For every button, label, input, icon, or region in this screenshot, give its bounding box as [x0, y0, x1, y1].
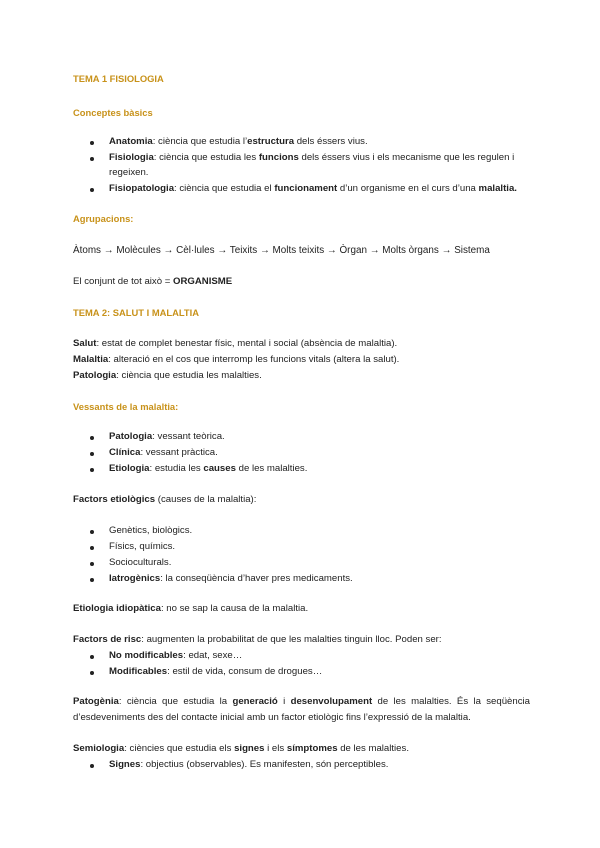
factors-heading: Factors etiològics (causes de la malaltia):: [73, 494, 257, 505]
def-patologia: Patologia: ciència que estudia les malalties.: [73, 370, 262, 381]
list-item-clinica: Clínica: vessant pràctica.: [109, 447, 218, 458]
list-item-modificables: Modificables: estil de vida, consum de drogues…: [109, 666, 323, 677]
list-item-patologia: Patologia: vessant teòrica.: [109, 431, 225, 442]
agrupacions-heading: Agrupacions:: [73, 213, 134, 224]
patogenia-line: Patogènia: ciència que estudia la generació i desenvolupament de les malalties. És la seqüència: [73, 696, 530, 707]
bullet-icon: [90, 141, 94, 145]
bullet-icon: [90, 764, 94, 768]
list-item-anatomia: Anatomia: ciència que estudia l’estructura dels éssers vius.: [109, 136, 368, 147]
bullet-icon: [90, 578, 94, 582]
list-item-genetics: Genètics, biològics.: [109, 525, 193, 536]
list-item-iatrogenics: Iatrogènics: la conseqüència d’haver pres medicaments.: [109, 573, 353, 584]
list-item-fisics: Físics, químics.: [109, 541, 176, 552]
bullet-icon: [90, 452, 94, 456]
tema1-title: TEMA 1 FISIOLOGIA: [73, 73, 164, 84]
def-malaltia: Malaltia: alteració en el cos que interromp les funcions vitals (altera la salut).: [73, 354, 400, 365]
list-item-signes: Signes: objectius (observables). Es manifesten, són perceptibles.: [109, 759, 389, 770]
idiopatica-line: Etiologia idiopàtica: no se sap la causa de la malaltia.: [73, 603, 309, 614]
bullet-icon: [90, 468, 94, 472]
bullet-icon: [90, 530, 94, 534]
bullet-icon: [90, 546, 94, 550]
bullet-icon: [90, 157, 94, 161]
bullet-icon: [90, 188, 94, 192]
conceptes-heading: Conceptes bàsics: [73, 107, 153, 118]
list-item-fisiologia-cont: regeixen.: [109, 167, 149, 178]
bullet-icon: [90, 562, 94, 566]
semiologia-line: Semiologia: ciències que estudia els signes i els símptomes de les malalties.: [73, 743, 409, 754]
vessants-heading: Vessants de la malaltia:: [73, 401, 179, 412]
risc-line: Factors de risc: augmenten la probabilitat de que les malalties tinguin lloc. Poden ser:: [73, 634, 442, 645]
def-salut: Salut: estat de complet benestar físic, mental i social (absència de malaltia).: [73, 338, 398, 349]
patogenia-line-2: d’esdeveniments des del contacte inicial amb un factor etiològic fins l’expressió de la malaltia.: [73, 712, 471, 723]
bullet-icon: [90, 655, 94, 659]
bullet-icon: [90, 671, 94, 675]
organisme-line: El conjunt de tot això = ORGANISME: [73, 276, 233, 287]
list-item-fisiologia: Fisiologia: ciència que estudia les funcions dels éssers vius i els mecanisme que les regulen i: [109, 152, 515, 163]
bullet-icon: [90, 436, 94, 440]
tema2-title: TEMA 2: SALUT I MALALTIA: [73, 307, 200, 318]
list-item-socioculturals: Socioculturals.: [109, 557, 172, 568]
list-item-etiologia: Etiologia: estudia les causes de les malalties.: [109, 463, 308, 474]
list-item-fisiopatologia: Fisiopatologia: ciència que estudia el funcionament d’un organisme en el curs d’una malaltia.: [109, 183, 517, 194]
agrupacions-line: Àtoms → Molècules → Cèl·lules → Teixits → Molts teixits → Òrgan → Molts òrgans → Sistema: [73, 245, 490, 256]
list-item-no-modificables: No modificables: edat, sexe…: [109, 650, 243, 661]
